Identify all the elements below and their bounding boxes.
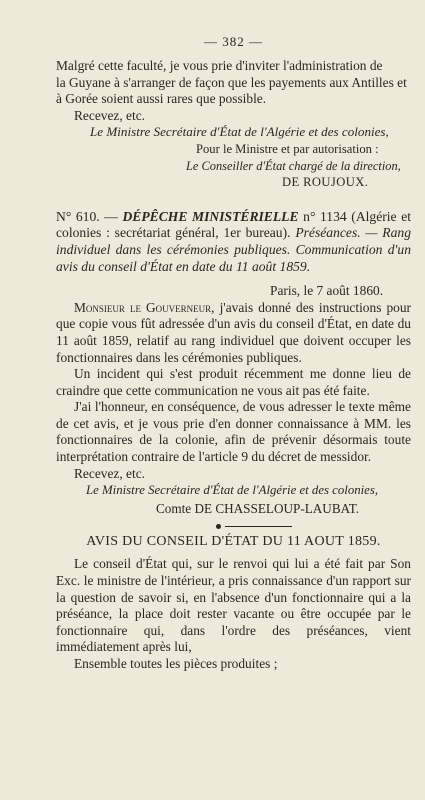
signature-authorization: Pour le Ministre et par autorisation : xyxy=(196,141,379,156)
page-number: — 382 — xyxy=(204,34,263,49)
closing-formula: Recevez, etc. xyxy=(74,465,145,481)
signature-name: Comte DE CHASSELOUP-LAUBAT. xyxy=(156,500,360,516)
dispatch-reference: n° 1134 (Algérie et colonies : secrétariat général, 1er bureau). xyxy=(56,208,412,241)
dispatch-number: N° 610. — xyxy=(56,208,123,224)
dispatch-title: DÉPÊCHE MINISTÉRIELLE xyxy=(122,208,299,224)
paragraph: Monsieur le Gouverneur, j'avais donné des instructions pour que copie vous fût adressée d'un avis du conseil d'État, en date du 11 août 1859, relatif au rang individuel que doivent occuper les fonctionnaires dans les cérémonies publiques. xyxy=(56,299,411,365)
signature-role: Le Conseiller d'État chargé de la direction, xyxy=(186,158,401,173)
paragraph: Ensemble toutes les pièces produites ; xyxy=(74,656,278,671)
dateline: Paris, le 7 août 1860. xyxy=(270,283,384,299)
dispatch-date: 11 août 1859. xyxy=(235,258,311,274)
signature-name: DE ROUJOUX. xyxy=(282,175,369,190)
separator-dot xyxy=(216,524,221,529)
text-line: Malgré cette faculté, je vous prie d'inviter l'administration de xyxy=(56,58,383,73)
signature-title: Le Ministre Secrétaire d'État de l'Algérie et des colonies, xyxy=(86,483,379,498)
paragraph: Le conseil d'État qui, sur le renvoi qui lui a été fait par Son Exc. le ministre de l'intérieur, a pris connaissance d'un rapport sur la question de savoir si, en l'absence d'un fonctionnaire qui a la préséance, la place doit rester vacante ou être occupée par le fonctionnaire qui, dans l'ordre des préséances, vient immédiatement après lui, xyxy=(56,556,411,655)
section-title: AVIS DU CONSEIL D'ÉTAT DU 11 AOUT 1859. xyxy=(86,534,381,550)
paragraph: J'ai l'honneur, en conséquence, de vous adresser le texte même de cet avis, et je vous prie d'en donner connaissance à MM. les fonctionnaires de la colonie, afin de prévenir désormais toute interprétation contraire de l'article 9 du décret de messidor. xyxy=(56,399,411,465)
dispatch-heading xyxy=(56,209,411,275)
closing-formula: Recevez, etc. xyxy=(74,107,145,123)
paragraph: Un incident qui s'est produit récemment me donne lieu de craindre que cette communication ne vous ait pas été faite. xyxy=(56,366,411,398)
text-line: la Guyane à s'arranger de façon que les payements aux Antilles et xyxy=(56,74,407,90)
section-separator xyxy=(216,524,292,529)
separator-rule xyxy=(225,526,292,527)
salutation: Monsieur le Gouverneur xyxy=(74,299,212,315)
text-line: à Gorée soient aussi rares que possible. xyxy=(56,91,267,107)
signature-title: Le Ministre Secrétaire d'État de l'Algérie et des colonies, xyxy=(90,124,389,140)
dispatch-subject: Préséances. — Rang individuel dans les cérémonies publiques. Communication d'un avis du conseil d'État en date du xyxy=(56,225,411,274)
